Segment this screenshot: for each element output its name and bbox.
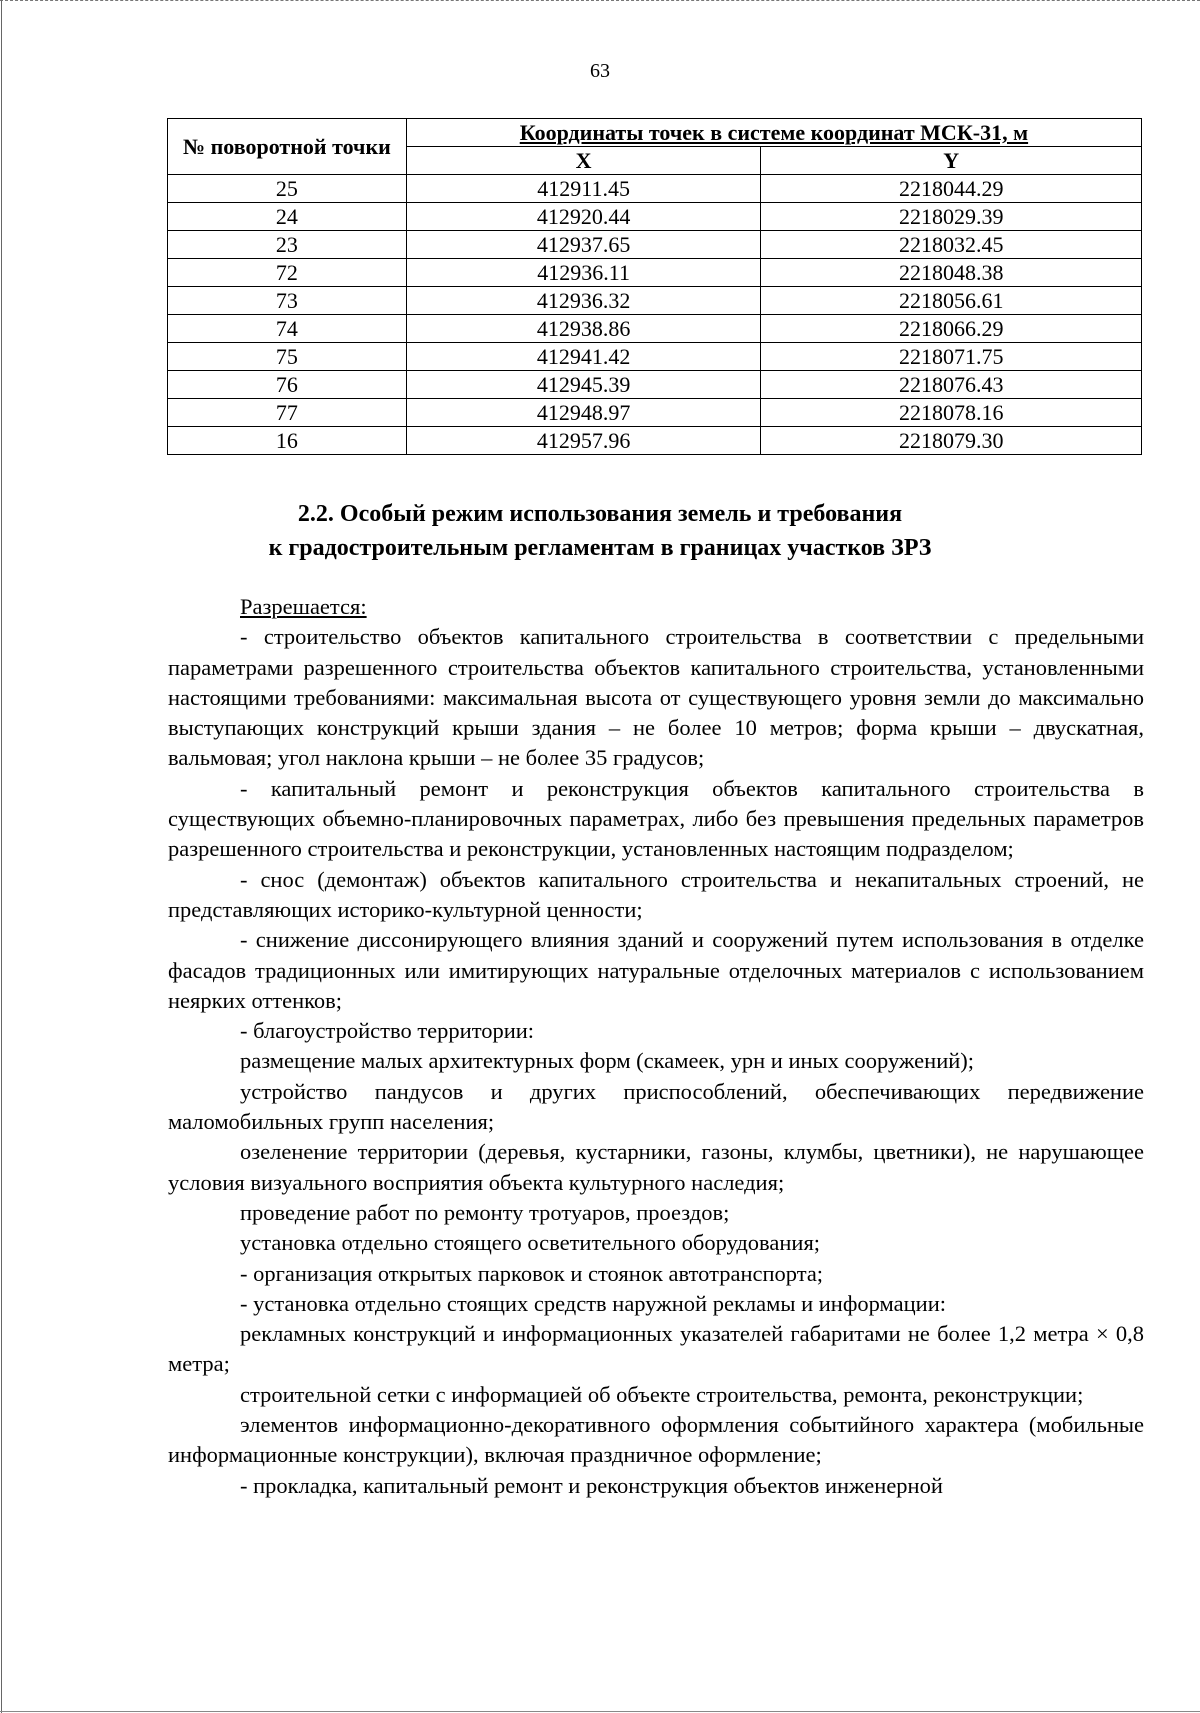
table-row bbox=[168, 203, 1142, 231]
point-number-cell: 23 bbox=[168, 231, 407, 259]
y-coordinate-cell: 2218076.43 bbox=[761, 371, 1142, 399]
paragraph: - организация открытых парковок и стоянок автотранспорта; bbox=[240, 1260, 824, 1286]
table-row bbox=[168, 427, 1142, 455]
paragraph: устройство пандусов и других приспособлений, обеспечивающих передвижение маломобильных групп населения; bbox=[168, 1078, 1144, 1135]
section-title-line-2: к градостроительным регламентам в границах участков ЗРЗ bbox=[268, 535, 932, 561]
table-row bbox=[168, 175, 1142, 203]
table-row bbox=[168, 287, 1142, 315]
paragraph: - капитальный ремонт и реконструкция объектов капитального строительства в существующих объемно-планировочных параметрах, либо без превышения предельных параметров разрешенного строительства и реконструкции, установленных настоящим подразделом; bbox=[168, 775, 1144, 862]
y-coordinate-cell: 2218071.75 bbox=[761, 343, 1142, 371]
y-coordinate-cell: 2218066.29 bbox=[761, 315, 1142, 343]
point-number-cell: 72 bbox=[168, 259, 407, 287]
paragraph: - установка отдельно стоящих средств наружной рекламы и информации: bbox=[240, 1290, 947, 1316]
scan-edge-left bbox=[1, 0, 2, 1713]
x-coordinate-cell: 412945.39 bbox=[406, 371, 761, 399]
header-y: Y bbox=[761, 147, 1142, 175]
point-number-cell: 24 bbox=[168, 203, 407, 231]
y-coordinate-cell: 2218048.38 bbox=[761, 259, 1142, 287]
y-coordinate-cell: 2218056.61 bbox=[761, 287, 1142, 315]
section-title-line-1: 2.2. Особый режим использования земель и требования bbox=[297, 501, 903, 527]
paragraph: - прокладка, капитальный ремонт и реконструкция объектов инженерной bbox=[240, 1472, 943, 1498]
x-coordinate-cell: 412941.42 bbox=[406, 343, 761, 371]
y-coordinate-cell: 2218044.29 bbox=[761, 175, 1142, 203]
coordinates-table-body bbox=[168, 175, 1142, 455]
coordinates-table bbox=[167, 118, 1142, 455]
x-coordinate-cell: 412936.32 bbox=[406, 287, 761, 315]
header-point-number: № поворотной точки bbox=[168, 119, 407, 175]
y-coordinate-cell: 2218078.16 bbox=[761, 399, 1142, 427]
table-row bbox=[168, 259, 1142, 287]
header-x: X bbox=[406, 147, 761, 175]
paragraph: - благоустройство территории: bbox=[240, 1018, 535, 1044]
header-coordinates-group: Координаты точек в системе координат МСК-31, м bbox=[406, 119, 1141, 147]
paragraph: рекламных конструкций и информационных указателей габаритами не более 1,2 метра × 0,8 метра; bbox=[168, 1321, 1144, 1377]
point-number-cell: 25 bbox=[168, 175, 407, 203]
section-title bbox=[0, 497, 1200, 565]
paragraph: - снижение диссонирующего влияния зданий и сооружений путем использования в отделке фасадов традиционных или имитирующих натуральные отделочных материалов с использованием неярких оттенков; bbox=[168, 927, 1144, 1013]
table-row bbox=[168, 343, 1142, 371]
point-number-cell: 77 bbox=[168, 399, 407, 427]
paragraph: элементов информационно-декоративного оформления событийного характера (мобильные информационные конструкции), включая праздничное оформление; bbox=[168, 1412, 1144, 1468]
page-number: 63 bbox=[590, 60, 610, 82]
y-coordinate-cell: 2218029.39 bbox=[761, 203, 1142, 231]
table-row bbox=[168, 371, 1142, 399]
table-row bbox=[168, 315, 1142, 343]
x-coordinate-cell: 412948.97 bbox=[406, 399, 761, 427]
x-coordinate-cell: 412936.11 bbox=[406, 259, 761, 287]
paragraph: - снос (демонтаж) объектов капитального строительства и некапитальных строений, не представляющих историко-культурной ценности; bbox=[168, 866, 1144, 922]
x-coordinate-cell: 412911.45 bbox=[406, 175, 761, 203]
permitted-label: Разрешается: bbox=[240, 594, 367, 619]
paragraph: проведение работ по ремонту тротуаров, проездов; bbox=[240, 1199, 730, 1225]
scan-edge-top bbox=[0, 0, 1200, 3]
x-coordinate-cell: 412938.86 bbox=[406, 315, 761, 343]
table-row bbox=[168, 399, 1142, 427]
paragraph: строительной сетки с информацией об объекте строительства, ремонта, реконструкции; bbox=[240, 1381, 1084, 1407]
point-number-cell: 73 bbox=[168, 287, 407, 315]
y-coordinate-cell: 2218032.45 bbox=[761, 231, 1142, 259]
y-coordinate-cell: 2218079.30 bbox=[761, 427, 1142, 455]
table-row bbox=[168, 231, 1142, 259]
x-coordinate-cell: 412920.44 bbox=[406, 203, 761, 231]
point-number-cell: 16 bbox=[168, 427, 407, 455]
point-number-cell: 75 bbox=[168, 343, 407, 371]
paragraph: озеленение территории (деревья, кустарники, газоны, клумбы, цветники), не нарушающее условия визуального восприятия объекта культурного наследия; bbox=[168, 1139, 1144, 1195]
point-number-cell: 74 bbox=[168, 315, 407, 343]
paragraph: размещение малых архитектурных форм (скамеек, урн и иных сооружений); bbox=[240, 1048, 975, 1074]
point-number-cell: 76 bbox=[168, 371, 407, 399]
x-coordinate-cell: 412957.96 bbox=[406, 427, 761, 455]
paragraph: установка отдельно стоящего осветительного оборудования; bbox=[240, 1230, 821, 1256]
scan-edge-bottom bbox=[0, 1711, 1200, 1712]
body-text bbox=[168, 592, 1144, 1501]
paragraph-list bbox=[168, 622, 1144, 1501]
x-coordinate-cell: 412937.65 bbox=[406, 231, 761, 259]
paragraph: - строительство объектов капитального строительства в соответствии с предельными параметрами разрешенного строительства объектов капитального строительства, установленными настоящими требованиями: максимальная высота от существующего уровня земли до максимально выступающих конструкций крыши здания – не более 10 метров; форма крыши – двускатная, вальмовая; угол наклона крыши – не более 35 градусов; bbox=[168, 624, 1144, 771]
